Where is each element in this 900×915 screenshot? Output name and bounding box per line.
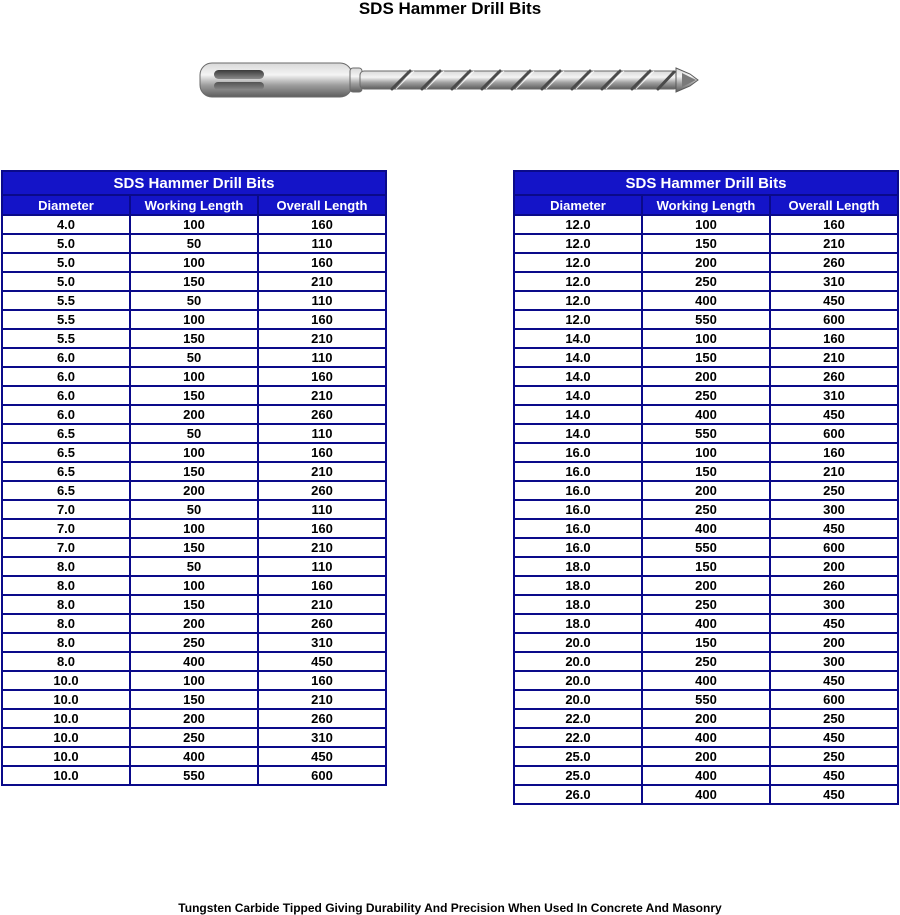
cell-working-length: 250	[642, 500, 770, 519]
cell-diameter: 8.0	[2, 633, 130, 652]
cell-overall-length: 450	[258, 652, 386, 671]
cell-working-length: 250	[642, 595, 770, 614]
table-body	[514, 215, 898, 804]
cell-diameter: 6.5	[2, 481, 130, 500]
cell-overall-length: 160	[770, 329, 898, 348]
cell-working-length: 550	[642, 538, 770, 557]
cell-overall-length: 450	[258, 747, 386, 766]
table-row	[2, 215, 386, 234]
cell-overall-length: 110	[258, 557, 386, 576]
cell-working-length: 150	[130, 538, 258, 557]
cell-working-length: 550	[642, 424, 770, 443]
cell-diameter: 22.0	[514, 709, 642, 728]
cell-overall-length: 450	[770, 405, 898, 424]
cell-diameter: 18.0	[514, 557, 642, 576]
column-header-diameter: Diameter	[2, 195, 130, 215]
cell-diameter: 6.0	[2, 405, 130, 424]
table-row	[514, 557, 898, 576]
table-row	[2, 367, 386, 386]
cell-diameter: 25.0	[514, 747, 642, 766]
cell-overall-length: 210	[258, 538, 386, 557]
cell-overall-length: 110	[258, 234, 386, 253]
cell-working-length: 150	[642, 462, 770, 481]
cell-diameter: 5.5	[2, 329, 130, 348]
cell-overall-length: 310	[770, 272, 898, 291]
table-row	[514, 595, 898, 614]
table-row	[514, 443, 898, 462]
cell-working-length: 200	[642, 367, 770, 386]
cell-working-length: 400	[642, 614, 770, 633]
table-row	[2, 386, 386, 405]
cell-working-length: 100	[642, 329, 770, 348]
cell-working-length: 100	[130, 253, 258, 272]
cell-diameter: 20.0	[514, 652, 642, 671]
cell-overall-length: 210	[770, 234, 898, 253]
table-row	[514, 215, 898, 234]
table-row	[2, 614, 386, 633]
cell-diameter: 12.0	[514, 310, 642, 329]
cell-overall-length: 160	[258, 310, 386, 329]
cell-diameter: 16.0	[514, 519, 642, 538]
cell-overall-length: 110	[258, 424, 386, 443]
table-row	[2, 747, 386, 766]
cell-overall-length: 210	[770, 462, 898, 481]
cell-working-length: 200	[642, 747, 770, 766]
cell-overall-length: 210	[258, 272, 386, 291]
column-header-overall-length: Overall Length	[770, 195, 898, 215]
cell-diameter: 6.0	[2, 367, 130, 386]
table-row	[2, 728, 386, 747]
table-row	[2, 671, 386, 690]
page-title: SDS Hammer Drill Bits	[358, 0, 542, 18]
cell-overall-length: 450	[770, 766, 898, 785]
cell-diameter: 10.0	[2, 728, 130, 747]
table-row	[2, 766, 386, 785]
table-row	[2, 329, 386, 348]
cell-overall-length: 210	[258, 595, 386, 614]
cell-overall-length: 210	[258, 462, 386, 481]
cell-diameter: 16.0	[514, 443, 642, 462]
cell-overall-length: 600	[770, 538, 898, 557]
cell-overall-length: 600	[770, 690, 898, 709]
cell-working-length: 50	[130, 291, 258, 310]
table-row	[2, 348, 386, 367]
cell-working-length: 250	[130, 728, 258, 747]
cell-overall-length: 310	[258, 728, 386, 747]
table-body	[2, 215, 386, 785]
table-row	[514, 310, 898, 329]
table-row	[514, 253, 898, 272]
cell-working-length: 400	[642, 766, 770, 785]
cell-diameter: 8.0	[2, 595, 130, 614]
cell-diameter: 5.5	[2, 310, 130, 329]
table-row	[514, 348, 898, 367]
table-row	[514, 386, 898, 405]
table-row	[514, 481, 898, 500]
cell-working-length: 250	[642, 386, 770, 405]
cell-working-length: 200	[130, 405, 258, 424]
cell-working-length: 400	[642, 671, 770, 690]
table-row	[514, 633, 898, 652]
table-row	[2, 481, 386, 500]
table-row	[2, 576, 386, 595]
cell-working-length: 200	[130, 709, 258, 728]
cell-diameter: 16.0	[514, 500, 642, 519]
table-caption: SDS Hammer Drill Bits	[2, 171, 386, 195]
cell-diameter: 10.0	[2, 709, 130, 728]
cell-working-length: 50	[130, 557, 258, 576]
cell-overall-length: 260	[258, 614, 386, 633]
cell-diameter: 8.0	[2, 576, 130, 595]
cell-diameter: 12.0	[514, 215, 642, 234]
table-row	[514, 766, 898, 785]
table-row	[514, 747, 898, 766]
table-row	[2, 310, 386, 329]
cell-overall-length: 250	[770, 747, 898, 766]
cell-diameter: 6.0	[2, 386, 130, 405]
cell-overall-length: 110	[258, 500, 386, 519]
cell-diameter: 20.0	[514, 671, 642, 690]
cell-working-length: 200	[642, 481, 770, 500]
cell-diameter: 4.0	[2, 215, 130, 234]
cell-diameter: 6.5	[2, 443, 130, 462]
table-row	[514, 690, 898, 709]
cell-overall-length: 450	[770, 728, 898, 747]
cell-working-length: 100	[130, 576, 258, 595]
table-row	[2, 272, 386, 291]
table-row	[2, 690, 386, 709]
cell-diameter: 7.0	[2, 500, 130, 519]
cell-overall-length: 210	[258, 386, 386, 405]
cell-diameter: 18.0	[514, 614, 642, 633]
column-header-working-length: Working Length	[130, 195, 258, 215]
table-row	[514, 234, 898, 253]
table-row	[2, 462, 386, 481]
cell-working-length: 50	[130, 424, 258, 443]
cell-working-length: 200	[642, 576, 770, 595]
cell-diameter: 18.0	[514, 595, 642, 614]
table-row	[514, 671, 898, 690]
cell-overall-length: 160	[770, 443, 898, 462]
table-row	[2, 253, 386, 272]
cell-diameter: 10.0	[2, 747, 130, 766]
cell-diameter: 14.0	[514, 348, 642, 367]
cell-working-length: 200	[130, 614, 258, 633]
cell-diameter: 20.0	[514, 633, 642, 652]
cell-overall-length: 260	[770, 253, 898, 272]
table-row	[514, 500, 898, 519]
cell-overall-length: 160	[770, 215, 898, 234]
cell-diameter: 26.0	[514, 785, 642, 804]
cell-diameter: 12.0	[514, 272, 642, 291]
cell-diameter: 18.0	[514, 576, 642, 595]
cell-diameter: 10.0	[2, 690, 130, 709]
table-row	[514, 538, 898, 557]
table-row	[2, 291, 386, 310]
table-row	[2, 633, 386, 652]
table-row	[514, 576, 898, 595]
cell-diameter: 7.0	[2, 519, 130, 538]
table-row	[2, 652, 386, 671]
cell-working-length: 150	[130, 329, 258, 348]
cell-working-length: 150	[130, 595, 258, 614]
footer-note: Tungsten Carbide Tipped Giving Durability And Precision When Used In Concrete And Masonry	[178, 901, 722, 915]
cell-working-length: 200	[130, 481, 258, 500]
table-row	[2, 709, 386, 728]
cell-overall-length: 160	[258, 671, 386, 690]
cell-overall-length: 160	[258, 215, 386, 234]
cell-overall-length: 450	[770, 519, 898, 538]
cell-working-length: 150	[130, 690, 258, 709]
column-header-diameter: Diameter	[514, 195, 642, 215]
table-row	[2, 538, 386, 557]
cell-overall-length: 110	[258, 291, 386, 310]
table-row	[514, 728, 898, 747]
cell-diameter: 6.5	[2, 424, 130, 443]
table-row	[514, 462, 898, 481]
cell-working-length: 100	[130, 443, 258, 462]
cell-working-length: 150	[642, 234, 770, 253]
cell-overall-length: 450	[770, 785, 898, 804]
cell-diameter: 5.0	[2, 234, 130, 253]
cell-overall-length: 450	[770, 614, 898, 633]
table-row	[514, 405, 898, 424]
cell-working-length: 150	[130, 462, 258, 481]
cell-overall-length: 300	[770, 500, 898, 519]
cell-diameter: 5.5	[2, 291, 130, 310]
cell-overall-length: 160	[258, 519, 386, 538]
column-header-working-length: Working Length	[642, 195, 770, 215]
table-row	[2, 519, 386, 538]
cell-working-length: 400	[642, 519, 770, 538]
cell-working-length: 50	[130, 500, 258, 519]
cell-overall-length: 260	[258, 405, 386, 424]
drill-bit-image	[196, 57, 702, 105]
cell-diameter: 5.0	[2, 272, 130, 291]
cell-diameter: 16.0	[514, 481, 642, 500]
cell-overall-length: 160	[258, 253, 386, 272]
table-row	[514, 367, 898, 386]
drill-bits-table-right	[513, 170, 899, 805]
cell-diameter: 8.0	[2, 614, 130, 633]
cell-working-length: 550	[130, 766, 258, 785]
cell-working-length: 150	[130, 272, 258, 291]
cell-diameter: 6.0	[2, 348, 130, 367]
cell-working-length: 100	[642, 215, 770, 234]
cell-diameter: 16.0	[514, 462, 642, 481]
cell-overall-length: 160	[258, 443, 386, 462]
table-row	[514, 785, 898, 804]
cell-overall-length: 600	[770, 310, 898, 329]
cell-overall-length: 600	[770, 424, 898, 443]
cell-working-length: 100	[130, 215, 258, 234]
cell-working-length: 250	[642, 272, 770, 291]
cell-working-length: 150	[642, 557, 770, 576]
cell-working-length: 50	[130, 234, 258, 253]
cell-working-length: 550	[642, 310, 770, 329]
cell-diameter: 22.0	[514, 728, 642, 747]
cell-working-length: 100	[642, 443, 770, 462]
cell-overall-length: 260	[770, 576, 898, 595]
cell-overall-length: 260	[258, 709, 386, 728]
cell-working-length: 150	[642, 348, 770, 367]
cell-overall-length: 250	[770, 481, 898, 500]
cell-diameter: 12.0	[514, 291, 642, 310]
cell-overall-length: 450	[770, 671, 898, 690]
cell-working-length: 550	[642, 690, 770, 709]
table-row	[514, 652, 898, 671]
table-row	[2, 443, 386, 462]
cell-diameter: 10.0	[2, 766, 130, 785]
cell-overall-length: 450	[770, 291, 898, 310]
cell-diameter: 14.0	[514, 386, 642, 405]
cell-overall-length: 210	[258, 329, 386, 348]
cell-diameter: 6.5	[2, 462, 130, 481]
cell-overall-length: 250	[770, 709, 898, 728]
cell-diameter: 8.0	[2, 652, 130, 671]
table-row	[2, 595, 386, 614]
cell-overall-length: 210	[258, 690, 386, 709]
cell-diameter: 12.0	[514, 234, 642, 253]
cell-overall-length: 160	[258, 576, 386, 595]
cell-overall-length: 110	[258, 348, 386, 367]
cell-overall-length: 310	[770, 386, 898, 405]
cell-overall-length: 160	[258, 367, 386, 386]
cell-working-length: 100	[130, 519, 258, 538]
table-row	[514, 709, 898, 728]
cell-diameter: 14.0	[514, 424, 642, 443]
cell-overall-length: 260	[258, 481, 386, 500]
cell-working-length: 400	[642, 405, 770, 424]
cell-overall-length: 300	[770, 595, 898, 614]
cell-diameter: 5.0	[2, 253, 130, 272]
column-header-overall-length: Overall Length	[258, 195, 386, 215]
cell-diameter: 10.0	[2, 671, 130, 690]
cell-diameter: 7.0	[2, 538, 130, 557]
table-row	[514, 272, 898, 291]
drill-bits-table-left	[1, 170, 387, 786]
cell-overall-length: 200	[770, 633, 898, 652]
cell-working-length: 100	[130, 671, 258, 690]
cell-working-length: 200	[642, 709, 770, 728]
cell-working-length: 150	[130, 386, 258, 405]
cell-overall-length: 310	[258, 633, 386, 652]
cell-diameter: 25.0	[514, 766, 642, 785]
table-row	[2, 500, 386, 519]
cell-overall-length: 210	[770, 348, 898, 367]
cell-diameter: 12.0	[514, 253, 642, 272]
cell-working-length: 200	[642, 253, 770, 272]
cell-overall-length: 200	[770, 557, 898, 576]
cell-diameter: 14.0	[514, 367, 642, 386]
cell-working-length: 150	[642, 633, 770, 652]
cell-working-length: 400	[642, 728, 770, 747]
cell-diameter: 14.0	[514, 329, 642, 348]
table-row	[2, 424, 386, 443]
table-row	[2, 405, 386, 424]
table-caption: SDS Hammer Drill Bits	[514, 171, 898, 195]
cell-diameter: 20.0	[514, 690, 642, 709]
cell-working-length: 250	[642, 652, 770, 671]
table-row	[514, 519, 898, 538]
table-row	[514, 614, 898, 633]
cell-working-length: 400	[642, 785, 770, 804]
table-row	[2, 234, 386, 253]
table-row	[2, 557, 386, 576]
cell-working-length: 100	[130, 367, 258, 386]
cell-working-length: 100	[130, 310, 258, 329]
table-row	[514, 291, 898, 310]
cell-overall-length: 260	[770, 367, 898, 386]
cell-working-length: 400	[130, 747, 258, 766]
cell-working-length: 400	[130, 652, 258, 671]
table-row	[514, 424, 898, 443]
cell-overall-length: 300	[770, 652, 898, 671]
cell-diameter: 8.0	[2, 557, 130, 576]
cell-working-length: 250	[130, 633, 258, 652]
cell-diameter: 14.0	[514, 405, 642, 424]
cell-working-length: 400	[642, 291, 770, 310]
cell-overall-length: 600	[258, 766, 386, 785]
table-row	[514, 329, 898, 348]
cell-working-length: 50	[130, 348, 258, 367]
cell-diameter: 16.0	[514, 538, 642, 557]
